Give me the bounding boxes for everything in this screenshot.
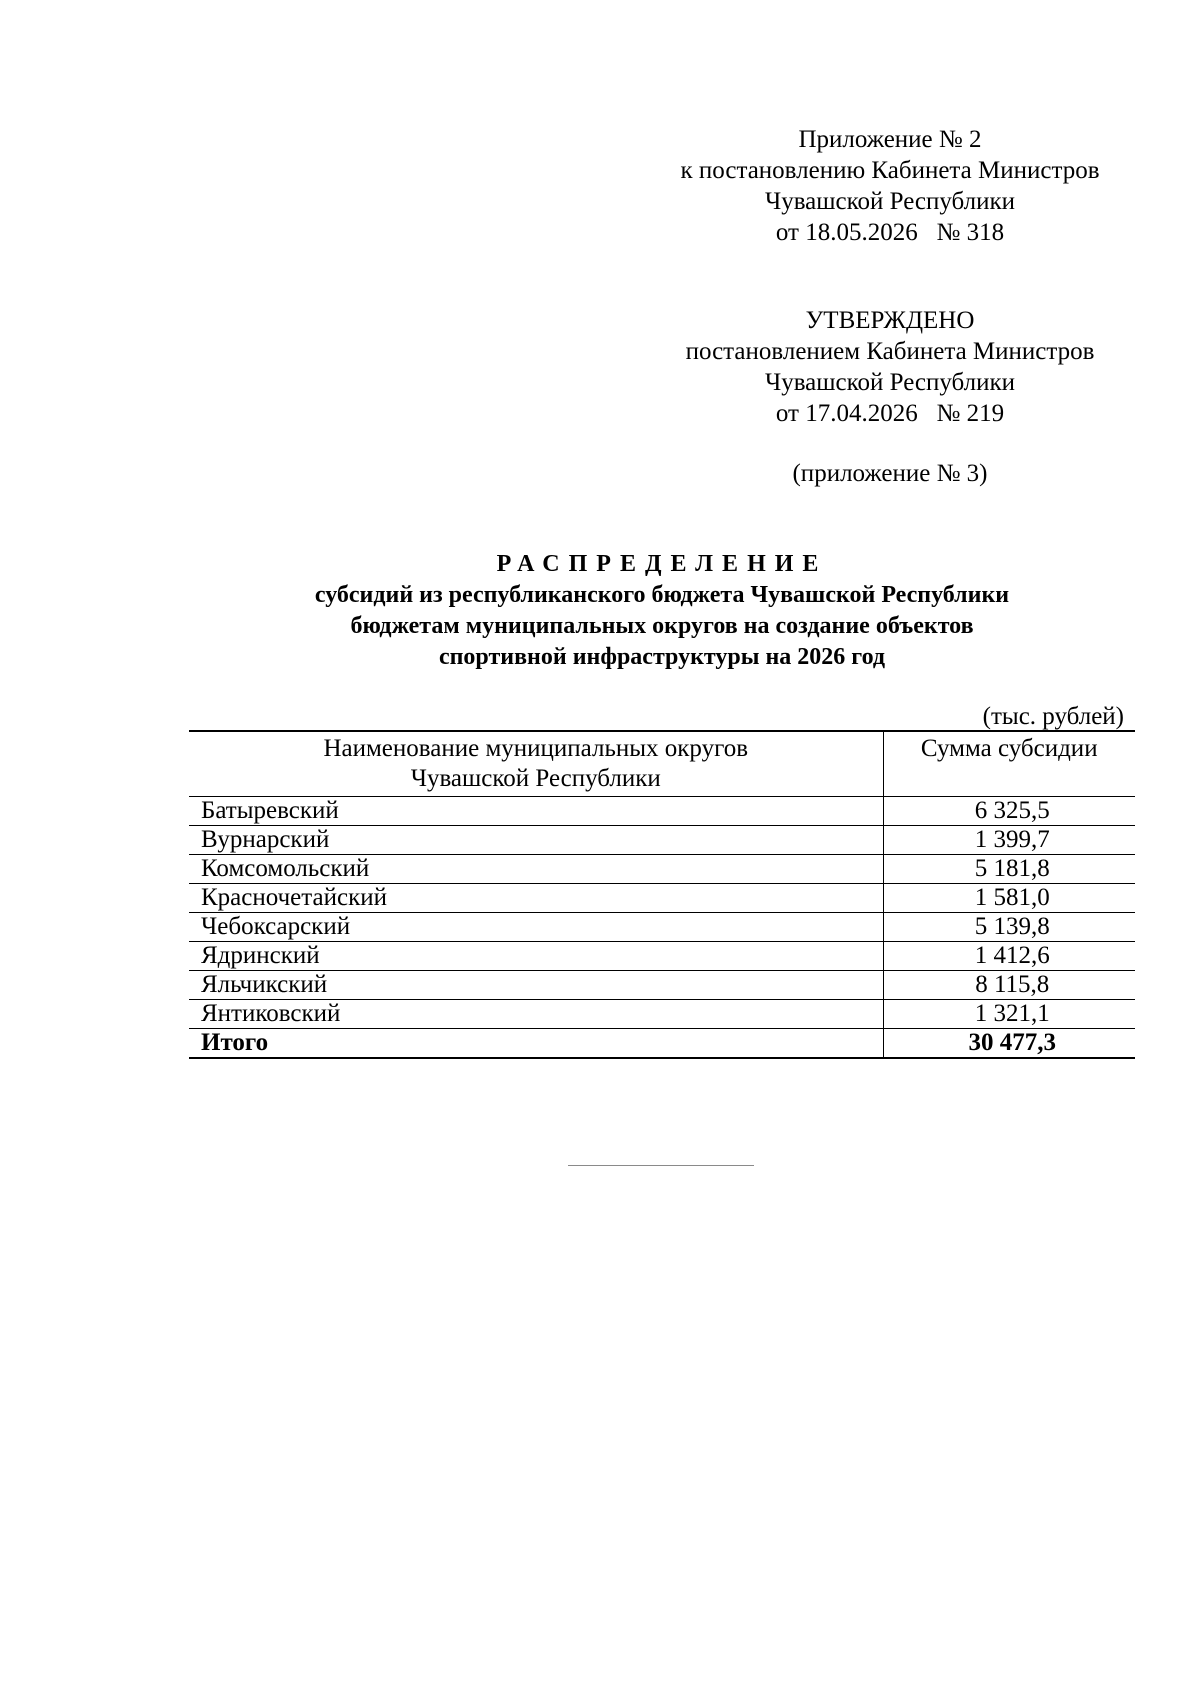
document-title	[190, 549, 1134, 673]
table-row	[189, 797, 1135, 826]
subsidy-amount: 5 181,8	[883, 855, 1135, 884]
table-row	[189, 855, 1135, 884]
appendix-header	[660, 124, 1120, 248]
district-name: Янтиковский	[189, 1000, 883, 1029]
approved-resolution-ref: постановлением Кабинета Министров	[685, 338, 1095, 365]
header-district-name	[189, 731, 883, 797]
subsidy-amount: 1 581,0	[883, 884, 1135, 913]
header-name-line-2: Чувашской Республики	[410, 765, 661, 792]
table-row	[189, 884, 1135, 913]
subsidy-amount: 1 321,1	[883, 1000, 1135, 1029]
title-line-2: бюджетам муниципальных округов на создание объектов	[350, 613, 974, 639]
total-row	[189, 1029, 1135, 1059]
district-name: Яльчикский	[189, 971, 883, 1000]
district-name: Вурнарский	[189, 826, 883, 855]
approval-stamp	[660, 305, 1120, 429]
table-row	[189, 913, 1135, 942]
units-label: (тыс. рублей)	[982, 703, 1124, 730]
subsidy-amount: 1 399,7	[883, 826, 1135, 855]
district-name: Ядринский	[189, 942, 883, 971]
district-name: Комсомольский	[189, 855, 883, 884]
subsidy-amount: 6 325,5	[883, 797, 1135, 826]
table-row	[189, 971, 1135, 1000]
header-name-line-1: Наименование муниципальных округов	[323, 735, 749, 762]
table-header-row	[189, 731, 1135, 797]
appendix-resolution-ref: к постановлению Кабинета Министров	[680, 157, 1100, 184]
appendix-number: Приложение № 2	[798, 126, 982, 153]
approved-label: УТВЕРЖДЕНО	[805, 307, 975, 334]
end-divider	[568, 1165, 754, 1166]
title-line-1: субсидий из республиканского бюджета Чувашской Республики	[314, 582, 1010, 608]
district-name: Чебоксарский	[189, 913, 883, 942]
header-subsidy-sum: Сумма субсидии	[883, 731, 1135, 797]
table-row	[189, 942, 1135, 971]
appendix-date-number: от 18.05.2026 № 318	[775, 219, 1005, 246]
total-amount: 30 477,3	[883, 1029, 1135, 1059]
table-row	[189, 826, 1135, 855]
total-label: Итого	[189, 1029, 883, 1059]
annex-reference: (приложение № 3)	[792, 460, 988, 487]
approved-date-number: от 17.04.2026 № 219	[775, 400, 1005, 427]
title-main: РАСПРЕДЕЛЕНИЕ	[496, 551, 828, 577]
district-name: Батыревский	[189, 797, 883, 826]
subsidy-amount: 5 139,8	[883, 913, 1135, 942]
approved-republic: Чувашской Республики	[764, 369, 1016, 396]
title-line-3: спортивной инфраструктуры на 2026 год	[438, 644, 886, 670]
subsidy-table	[189, 730, 1135, 1059]
subsidy-amount: 8 115,8	[883, 971, 1135, 1000]
appendix-republic: Чувашской Республики	[764, 188, 1016, 215]
district-name: Красночетайский	[189, 884, 883, 913]
subsidy-amount: 1 412,6	[883, 942, 1135, 971]
table-row	[189, 1000, 1135, 1029]
